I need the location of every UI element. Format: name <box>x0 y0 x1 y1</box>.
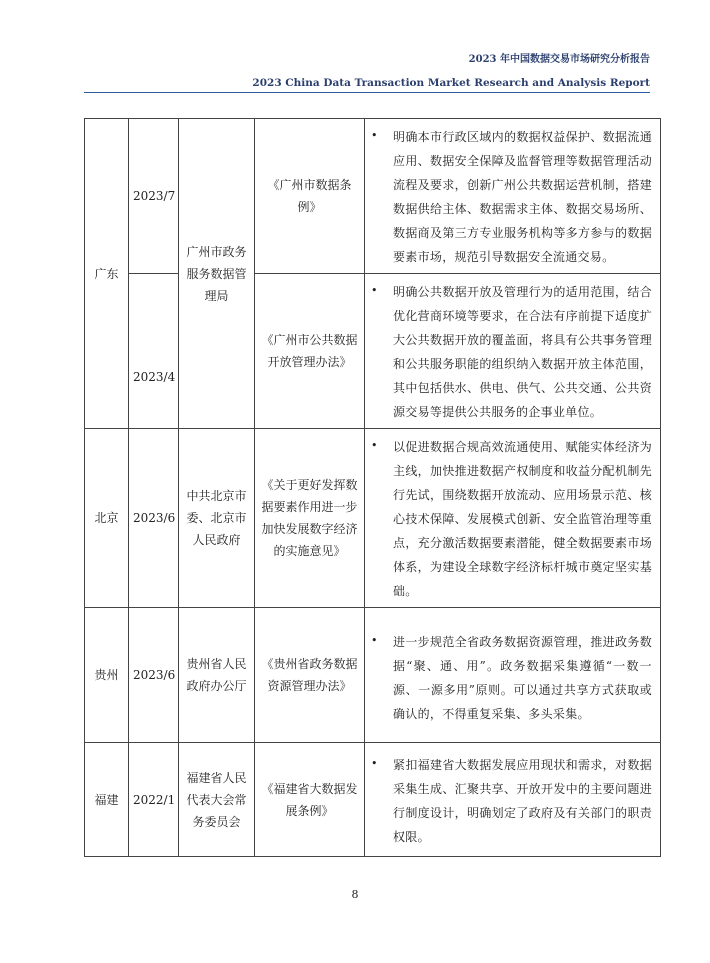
region-cell <box>85 119 129 429</box>
doc-title: 《贵州省政务数据资源管理办法》 <box>261 657 358 693</box>
date-cell <box>129 429 179 608</box>
date-label: 2023/7 <box>133 189 176 203</box>
page-number: 8 <box>351 888 359 901</box>
report-header <box>252 52 650 91</box>
table-row <box>85 608 661 743</box>
doc-title: 《福建省大数据发展条例》 <box>261 781 358 818</box>
region-label: 福建 <box>94 792 119 807</box>
doc-cell <box>255 608 365 743</box>
doc-title: 《广州市公共数据开放管理办法》 <box>261 333 358 369</box>
desc-cell <box>365 608 661 743</box>
agency-label: 贵州省人民政府办公厅 <box>186 657 247 693</box>
doc-cell <box>255 743 365 857</box>
table-row <box>85 429 661 608</box>
agency-cell <box>179 743 255 857</box>
region-label: 广东 <box>94 266 119 281</box>
bullet-icon: • <box>371 634 378 647</box>
agency-label: 广州市政务服务数据管理局 <box>186 244 247 303</box>
table-row <box>85 743 661 857</box>
region-label: 北京 <box>94 511 119 525</box>
date-label: 2023/4 <box>133 370 176 384</box>
desc-text: 进一步规范全省政务数据资源管理，推进政务数据“聚、通、用”。政务数据采集遵循“一数一源、一源多用”原则。可以通过共享方式获取或确认的，不得重复采集、多头采集。 <box>393 635 652 721</box>
agency-label: 福建省人民代表大会常务委员会 <box>186 770 247 829</box>
date-cell <box>129 274 179 429</box>
date-label: 2023/6 <box>133 511 176 525</box>
desc-cell <box>365 119 661 274</box>
doc-cell <box>255 429 365 608</box>
header-title-en: 2023 China Data Transaction Market Research and Analysis Report <box>252 77 650 89</box>
agency-cell <box>179 608 255 743</box>
region-label: 贵州 <box>94 668 119 682</box>
region-cell <box>85 429 129 608</box>
doc-cell <box>255 119 365 274</box>
desc-text: 紧扣福建省大数据发展应用现状和需求，对数据采集生成、汇聚共享、开放开发中的主要问题进行制度设计，明确划定了政府及有关部门的职责权限。 <box>393 758 652 844</box>
agency-cell <box>179 429 255 608</box>
agency-cell <box>179 119 255 429</box>
desc-cell <box>365 274 661 429</box>
bullet-icon: • <box>371 284 378 297</box>
table-row <box>85 119 661 274</box>
desc-text: 明确公共数据开放及管理行为的适用范围，结合优化营商环境等要求，在合法有序前提下适度扩大公共数据开放的覆盖面，将具有公共事务管理和公共服务职能的组织纳入数据开放主体范围，其中包括供水、供电、供气、公共交通、公共资源交易等提供公共服务的企事业单位。 <box>393 285 652 419</box>
desc-text: 以促进数据合规高效流通使用、赋能实体经济为主线，加快推进数据产权制度和收益分配机制先行先试，围绕数据开放流动、应用场景示范、核心技术保障、发展模式创新、安全监管治理等重点，充分激活数据要素潜能，健全数据要素市场体系，为建设全球数字经济标杆城市奠定坚实基础。 <box>393 440 652 598</box>
date-cell <box>129 608 179 743</box>
bullet-icon: • <box>371 129 378 142</box>
policy-table <box>84 118 661 857</box>
doc-title: 《关于更好发挥数据要素作用进一步加快发展数字经济的实施意见》 <box>261 478 358 558</box>
date-label: 2023/6 <box>133 668 176 682</box>
header-title-cn: 2023 年中国数据交易市场研究分析报告 <box>468 54 650 65</box>
doc-title: 《广州市数据条例》 <box>267 178 352 214</box>
date-label: 2022/1 <box>133 792 176 807</box>
table-row <box>85 274 661 429</box>
date-cell <box>129 119 179 274</box>
bullet-icon: • <box>371 439 378 452</box>
date-cell <box>129 743 179 857</box>
region-cell <box>85 743 129 857</box>
doc-cell <box>255 274 365 429</box>
desc-text: 明确本市行政区域内的数据权益保护、数据流通应用、数据安全保障及监督管理等数据管理活动流程及要求，创新广州公共数据运营机制，搭建数据供给主体、数据需求主体、数据交易场所、数据商及第三方专业服务机构等多方参与的数据要素市场，规范引导数据安全流通交易。 <box>393 130 652 264</box>
header-divider <box>84 92 650 93</box>
agency-label: 中共北京市委、北京市人民政府 <box>186 489 247 547</box>
desc-cell <box>365 429 661 608</box>
desc-cell <box>365 743 661 857</box>
bullet-icon: • <box>371 757 378 770</box>
region-cell <box>85 608 129 743</box>
